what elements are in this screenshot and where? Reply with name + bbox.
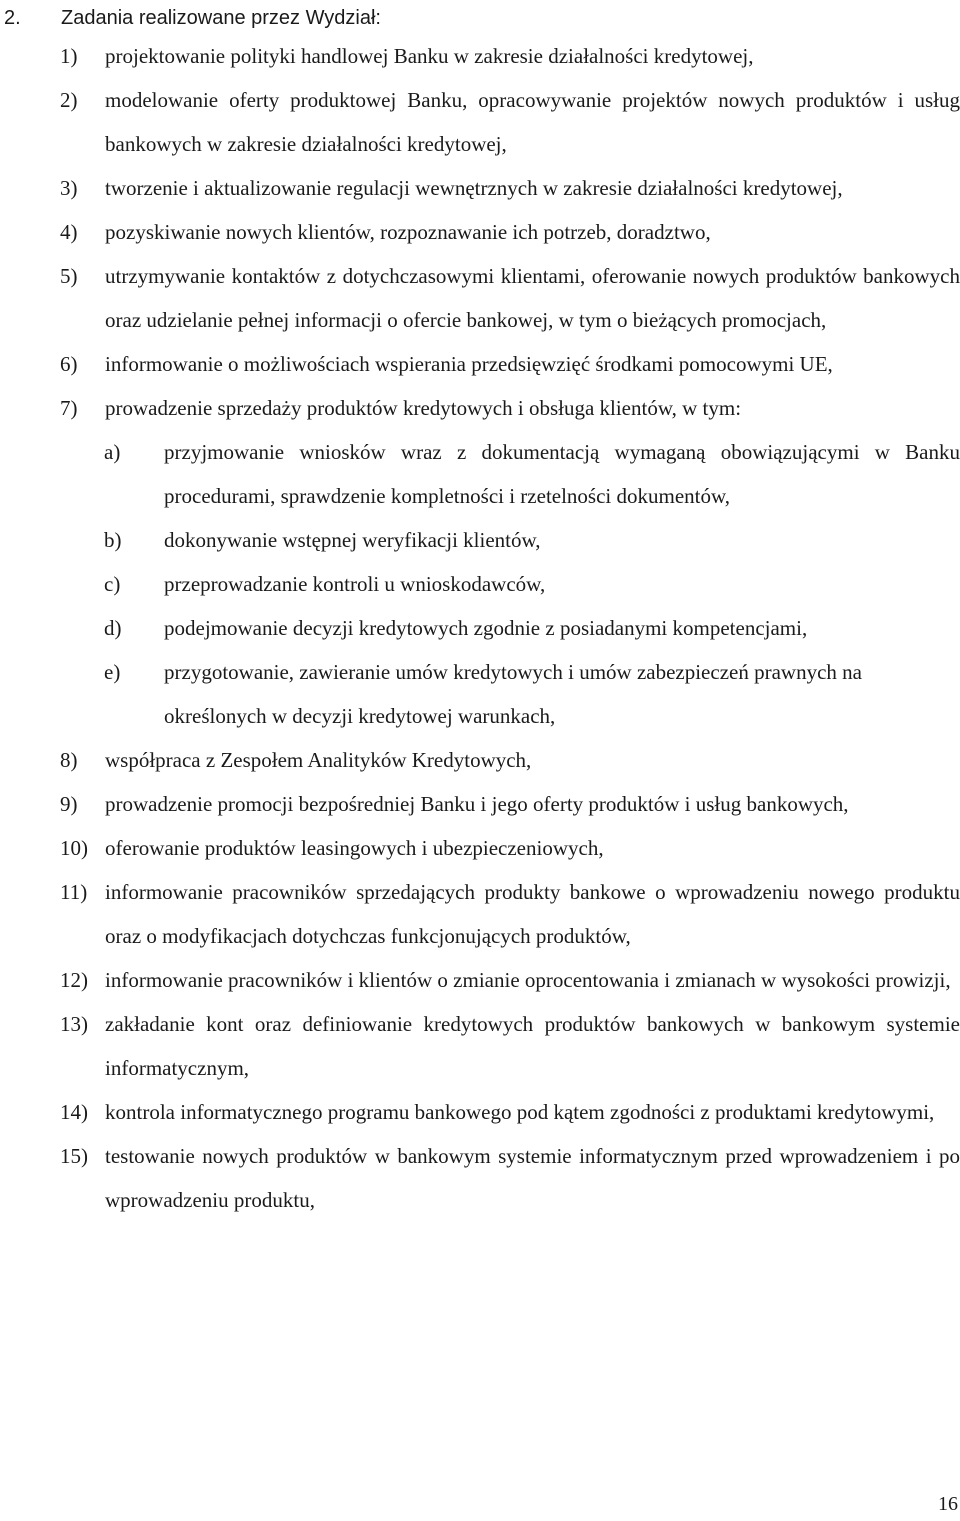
item-number: 4) <box>60 220 78 244</box>
sub-item-text: dokonywanie wstępnej weryfikacji klientów, <box>164 528 541 552</box>
sub-list-item <box>104 430 960 518</box>
item-text: zakładanie kont oraz definiowanie kredytowych produktów bankowych w bankowym systemie informatycznym, <box>105 1012 960 1080</box>
item-number: 6) <box>60 352 78 376</box>
item-text: współpraca z Zespołem Analityków Kredytowych, <box>105 748 532 772</box>
item-number: 1) <box>60 44 78 68</box>
sub-list-item <box>104 650 960 738</box>
sub-list-item <box>104 518 960 562</box>
sub-item-text: przeprowadzanie kontroli u wnioskodawców, <box>164 572 546 596</box>
item-number: 5) <box>60 264 78 288</box>
task-list <box>0 34 960 1222</box>
item-number: 2) <box>60 88 78 112</box>
list-item <box>0 826 960 870</box>
list-item <box>0 78 960 166</box>
item-text: prowadzenie promocji bezpośredniej Banku i jego oferty produktów i usług bankowych, <box>105 792 849 816</box>
item-text: testowanie nowych produktów w bankowym systemie informatycznym przed wprowadzeniem i po wprowadzeniu produktu, <box>105 1144 960 1212</box>
list-item <box>0 166 960 210</box>
sub-item-text: przygotowanie, zawieranie umów kredytowych i umów zabezpieczeń prawnych na określonych w decyzji kredytowej warunkach, <box>164 660 862 728</box>
sub-list-item <box>104 562 960 606</box>
list-item <box>0 958 960 1002</box>
item-text: informowanie pracowników sprzedających produkty bankowe o wprowadzeniu nowego produktu oraz o modyfikacjach dotychczas funkcjonujących produktów, <box>105 880 960 948</box>
item-text: modelowanie oferty produktowej Banku, opracowywanie projektów nowych produktów i usług bankowych w zakresie działalności kredytowej, <box>105 88 960 156</box>
sub-item-letter: a) <box>104 440 121 464</box>
section-number: 2. <box>4 7 21 29</box>
item-text: informowanie pracowników i klientów o zmianie oprocentowania i zmianach w wysokości prowizji, <box>105 968 951 992</box>
item-text: utrzymywanie kontaktów z dotychczasowymi klientami, oferowanie nowych produktów bankowych oraz udzielanie pełnej informacji o ofercie bankowej, w tym o bieżących promocjach, <box>105 264 960 332</box>
item-number: 3) <box>60 176 78 200</box>
item-text: pozyskiwanie nowych klientów, rozpoznawanie ich potrzeb, doradztwo, <box>105 220 711 244</box>
sub-item-text: przyjmowanie wniosków wraz z dokumentacją wymaganą obowiązującymi w Banku procedurami, sprawdzenie kompletności i rzetelności dokumentów, <box>164 440 960 508</box>
sub-list <box>104 430 960 738</box>
list-item <box>0 738 960 782</box>
list-item <box>0 870 960 958</box>
item-text: projektowanie polityki handlowej Banku w zakresie działalności kredytowej, <box>105 44 754 68</box>
list-item <box>0 386 960 738</box>
sub-list-item <box>104 606 960 650</box>
item-number: 11) <box>60 880 88 904</box>
item-text: tworzenie i aktualizowanie regulacji wewnętrznych w zakresie działalności kredytowej, <box>105 176 843 200</box>
list-item <box>0 254 960 342</box>
item-number: 12) <box>60 968 88 992</box>
item-text: oferowanie produktów leasingowych i ubezpieczeniowych, <box>105 836 604 860</box>
sub-item-text: podejmowanie decyzji kredytowych zgodnie z posiadanymi kompetencjami, <box>164 616 808 640</box>
list-item <box>0 34 960 78</box>
item-text: prowadzenie sprzedaży produktów kredytowych i obsługa klientów, w tym: <box>105 396 742 420</box>
page-number: 16 <box>938 1493 958 1515</box>
list-item <box>0 342 960 386</box>
item-number: 15) <box>60 1144 88 1168</box>
item-number: 7) <box>60 396 78 420</box>
section-title: Zadania realizowane przez Wydział: <box>61 7 381 29</box>
item-text: informowanie o możliwościach wspierania przedsięwzięć środkami pomocowymi UE, <box>105 352 833 376</box>
item-number: 13) <box>60 1012 88 1036</box>
sub-item-letter: e) <box>104 660 121 684</box>
list-item <box>0 1134 960 1222</box>
item-text: kontrola informatycznego programu bankowego pod kątem zgodności z produktami kredytowymi, <box>105 1100 935 1124</box>
list-item <box>0 210 960 254</box>
sub-item-letter: b) <box>104 528 122 552</box>
item-number: 8) <box>60 748 78 772</box>
item-number: 10) <box>60 836 88 860</box>
list-item <box>0 782 960 826</box>
sub-item-letter: c) <box>104 572 121 596</box>
list-item <box>0 1090 960 1134</box>
sub-item-letter: d) <box>104 616 122 640</box>
item-number: 9) <box>60 792 78 816</box>
item-number: 14) <box>60 1100 88 1124</box>
list-item <box>0 1002 960 1090</box>
